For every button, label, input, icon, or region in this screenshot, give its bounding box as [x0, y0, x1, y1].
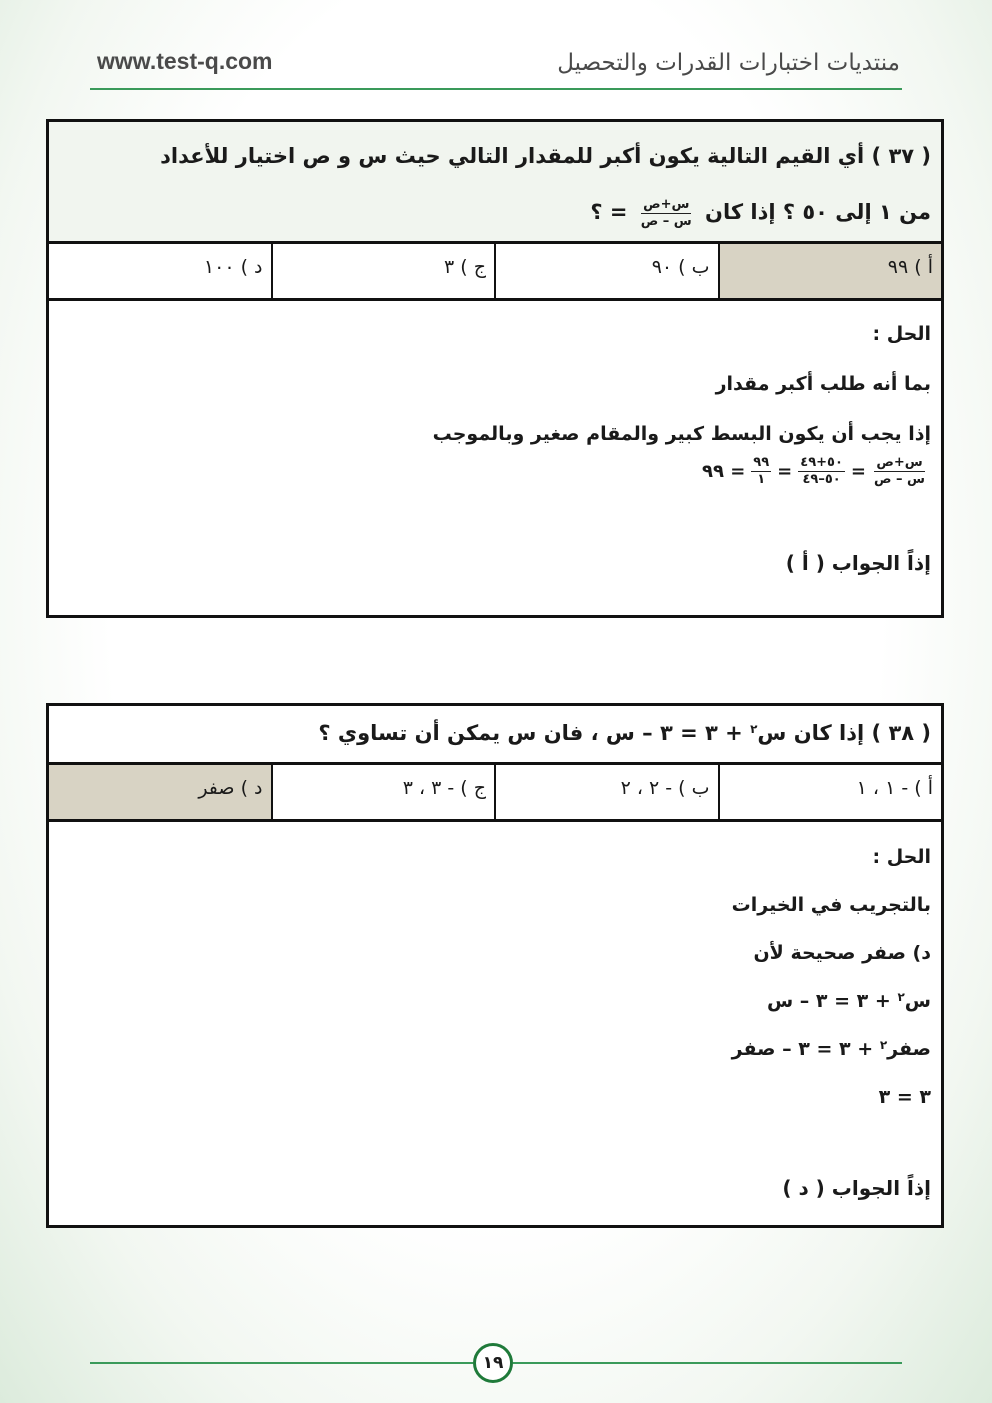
question-38: [46, 703, 944, 1228]
question-38-sup: ٢: [750, 722, 758, 736]
solution-line1: بالتجريب في الخيرات: [731, 894, 931, 916]
eq-sign-2: =: [777, 461, 793, 482]
question-38-stem: [49, 706, 941, 765]
page-number: ١٩: [473, 1343, 513, 1383]
header-divider: [90, 88, 902, 90]
solution-title: الحل :: [872, 323, 931, 345]
eq-frac-1-num: س+ص: [876, 455, 923, 470]
solution-line4-a: صفر: [887, 1038, 931, 1060]
fraction-denominator: س – ص: [640, 213, 692, 229]
solution-line1: بما أنه طلب أكبر مقدار: [715, 373, 931, 395]
solution-line4-sup: ٢: [879, 1038, 888, 1052]
solution-line3-a: س: [904, 990, 931, 1012]
solution-title: الحل :: [872, 846, 931, 868]
solution-line5: ٣ = ٣: [878, 1086, 931, 1108]
fraction-numerator: س+ص: [643, 196, 690, 212]
eq-sign-1: =: [850, 461, 867, 482]
question-37-line2-start: من ١ إلى ٥٠ ؟ إذا كان: [705, 200, 931, 224]
option-d[interactable]: د ) ١٠٠: [203, 256, 263, 278]
question-37: [46, 119, 944, 618]
option-b[interactable]: ب ) ٩٠: [494, 244, 718, 298]
footer-line-left: [90, 1362, 473, 1364]
solution-line2: إذا يجب أن يكون البسط كبير والمقام صغير وبالموجب: [432, 423, 931, 445]
eq-frac-3-num: ٩٩: [753, 455, 770, 470]
question-38-solution: [49, 822, 941, 1228]
question-38-options: [49, 765, 941, 822]
eq-result: = ٩٩: [701, 461, 746, 482]
option-c[interactable]: ج ) ٣: [271, 244, 495, 298]
answer-38: إذاً الجواب ( د ): [782, 1176, 931, 1200]
option-d[interactable]: د ) صفر: [49, 765, 271, 819]
option-c[interactable]: ج ) - ٣ ، ٣: [271, 765, 495, 819]
question-37-line2: [59, 184, 931, 240]
option-a[interactable]: أ ) - ١ ، ١: [718, 765, 942, 819]
question-37-line2-end: = ؟: [590, 200, 628, 224]
question-38-line-a: ( ٣٨ ) إذا كان س: [757, 721, 931, 745]
question-37-line1: ( ٣٧ ) أي القيم التالية يكون أكبر للمقدار التالي حيث س و ص اختيار للأعداد: [160, 144, 931, 168]
question-37-fraction: [639, 197, 694, 230]
solution-equation: [59, 455, 931, 488]
question-38-line: [59, 712, 931, 754]
answer-37: إذاً الجواب ( أ ): [785, 551, 931, 575]
option-a[interactable]: أ ) ٩٩: [718, 244, 942, 298]
solution-line3-sup: ٢: [897, 990, 905, 1004]
footer-line-right: [513, 1362, 902, 1364]
question-37-solution: [49, 301, 941, 611]
question-38-line-b: + ٣ = ٣ – س ، فان س يمكن أن تساوي ؟: [318, 721, 743, 745]
eq-frac-1: [872, 455, 927, 488]
solution-line3: [59, 988, 931, 1014]
eq-frac-2-num: ٥٠+٤٩: [800, 455, 843, 470]
option-b[interactable]: ب ) - ٢ ، ٢: [494, 765, 718, 819]
question-37-stem: [49, 122, 941, 244]
eq-frac-3: [751, 455, 771, 488]
solution-line3-b: + ٣ = ٣ – س: [766, 990, 891, 1012]
solution-line4: [59, 1036, 931, 1062]
eq-frac-2-den: ٥٠–٤٩: [802, 472, 841, 487]
solution-line2: د) صفر صحيحة لأن: [753, 942, 931, 964]
eq-frac-2: [798, 455, 845, 488]
forum-title: منتديات اختبارات القدرات والتحصيل: [557, 50, 900, 76]
eq-frac-3-den: ١: [757, 472, 766, 487]
question-37-options: [49, 244, 941, 301]
site-url: www.test-q.com: [97, 48, 273, 74]
solution-line4-b: + ٣ = ٣ – صفر: [731, 1038, 874, 1060]
eq-frac-1-den: س – ص: [874, 472, 925, 487]
